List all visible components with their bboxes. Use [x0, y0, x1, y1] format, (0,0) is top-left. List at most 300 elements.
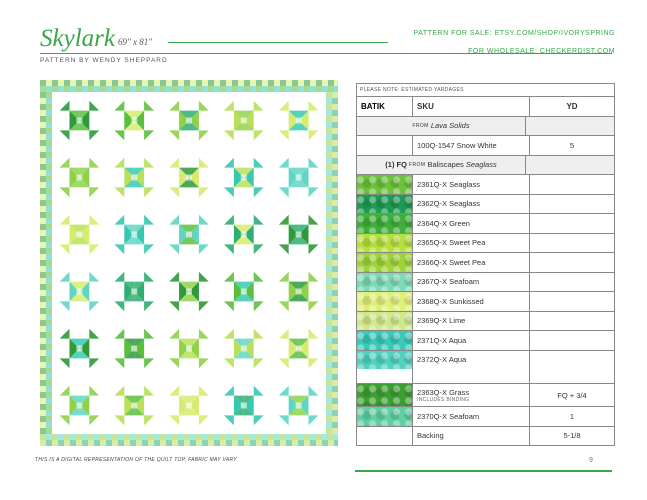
- border-square: [250, 86, 256, 92]
- border-square: [118, 86, 124, 92]
- star-center: [296, 289, 302, 295]
- border-square: [332, 320, 338, 326]
- footer-rule: [355, 470, 612, 472]
- border-square: [100, 440, 106, 446]
- border-square: [40, 128, 46, 134]
- border-square: [154, 434, 160, 440]
- border-square: [172, 86, 178, 92]
- border-square: [326, 188, 332, 194]
- border-square: [332, 326, 338, 332]
- border-square: [226, 440, 232, 446]
- star-center: [241, 175, 247, 181]
- border-square: [40, 176, 46, 182]
- sku-text: 2368Q-X Sunkissed: [417, 296, 484, 306]
- border-square: [332, 392, 338, 398]
- star-center: [131, 232, 137, 238]
- border-square: [88, 434, 94, 440]
- border-square: [332, 182, 338, 188]
- border-square: [326, 290, 332, 296]
- star-center: [241, 118, 247, 124]
- border-square: [40, 320, 46, 326]
- sku-cell: [413, 175, 530, 194]
- border-square: [326, 410, 332, 416]
- border-square: [46, 290, 52, 296]
- border-square: [112, 86, 118, 92]
- border-square: [46, 116, 52, 122]
- border-square: [142, 440, 148, 446]
- star-center: [76, 403, 82, 409]
- border-square: [326, 260, 332, 266]
- border-square: [322, 80, 328, 86]
- border-square: [298, 434, 304, 440]
- border-square: [322, 434, 328, 440]
- border-square: [184, 440, 190, 446]
- border-square: [70, 80, 76, 86]
- border-square: [46, 86, 52, 92]
- border-square: [202, 440, 208, 446]
- border-square: [332, 302, 338, 308]
- fabric-swatch: [357, 427, 413, 446]
- border-square: [82, 80, 88, 86]
- star-center: [186, 232, 192, 238]
- border-square: [40, 164, 46, 170]
- border-square: [172, 434, 178, 440]
- table-row: [357, 351, 614, 370]
- border-square: [220, 440, 226, 446]
- border-square: [40, 272, 46, 278]
- border-square: [332, 134, 338, 140]
- border-square: [40, 86, 46, 92]
- border-square: [172, 440, 178, 446]
- border-square: [202, 80, 208, 86]
- border-square: [94, 80, 100, 86]
- fabric-swatch: [357, 234, 413, 253]
- border-square: [226, 434, 232, 440]
- border-square: [46, 134, 52, 140]
- border-square: [238, 86, 244, 92]
- border-square: [148, 80, 154, 86]
- border-square: [326, 428, 332, 434]
- collection-subname: Seaglass: [465, 160, 497, 170]
- border-square: [46, 308, 52, 314]
- border-square: [334, 440, 338, 446]
- border-square: [136, 434, 142, 440]
- border-square: [46, 182, 52, 188]
- border-square: [130, 440, 136, 446]
- yd-cell: [530, 253, 614, 272]
- border-square: [332, 362, 338, 368]
- star-center: [241, 232, 247, 238]
- border-square: [46, 350, 52, 356]
- border-square: [256, 434, 262, 440]
- star-center: [296, 403, 302, 409]
- border-square: [46, 242, 52, 248]
- border-square: [190, 80, 196, 86]
- table-row: [357, 292, 614, 312]
- border-square: [190, 434, 196, 440]
- sku-cell: [413, 427, 530, 446]
- border-square: [326, 314, 332, 320]
- border-square: [142, 434, 148, 440]
- fabric-swatch: [357, 331, 413, 350]
- sku-cell: [413, 312, 530, 331]
- border-square: [40, 170, 46, 176]
- border-square: [196, 80, 202, 86]
- border-square: [52, 440, 58, 446]
- border-square: [46, 212, 52, 218]
- border-square: [332, 122, 338, 128]
- border-square: [46, 272, 52, 278]
- quilt-center: [52, 92, 326, 434]
- border-square: [46, 104, 52, 110]
- border-square: [326, 272, 332, 278]
- border-square: [40, 326, 46, 332]
- fabric-swatch: [357, 253, 413, 272]
- border-square: [332, 278, 338, 284]
- border-square: [332, 374, 338, 380]
- sku-text: 2361Q-X Seaglass: [417, 179, 480, 189]
- border-square: [326, 374, 332, 380]
- border-square: [244, 434, 250, 440]
- border-square: [40, 338, 46, 344]
- yd-header: YD: [566, 101, 578, 111]
- border-square: [332, 146, 338, 152]
- border-square: [332, 260, 338, 266]
- star-center: [241, 289, 247, 295]
- sku-cell: [413, 331, 530, 350]
- fabric-swatch: [357, 407, 413, 426]
- border-square: [326, 206, 332, 212]
- border-square: [40, 182, 46, 188]
- border-square: [58, 440, 64, 446]
- star-center: [76, 175, 82, 181]
- border-square: [46, 440, 52, 446]
- page-number: 9: [589, 457, 593, 464]
- border-square: [292, 440, 298, 446]
- border-square: [280, 440, 286, 446]
- border-square: [154, 86, 160, 92]
- yd-cell: [530, 331, 614, 350]
- border-square: [326, 134, 332, 140]
- collection-name: Lava Solids: [430, 121, 470, 131]
- border-square: [268, 434, 274, 440]
- border-square: [332, 296, 338, 302]
- border-square: [40, 200, 46, 206]
- sku-cell: [413, 407, 530, 426]
- border-square: [46, 248, 52, 254]
- border-square: [332, 188, 338, 194]
- table-row: [357, 427, 614, 446]
- yd-cell: FQ + 3/4: [557, 390, 587, 400]
- sku-text: 2364Q-X Green: [417, 218, 470, 228]
- border-square: [332, 404, 338, 410]
- fabric-swatch: [357, 384, 413, 406]
- border-square: [332, 212, 338, 218]
- border-square: [46, 170, 52, 176]
- border-square: [190, 86, 196, 92]
- border-square: [46, 416, 52, 422]
- border-square: [332, 416, 338, 422]
- border-square: [148, 434, 154, 440]
- border-square: [332, 104, 338, 110]
- border-square: [326, 386, 332, 392]
- border-square: [332, 128, 338, 134]
- border-square: [334, 434, 338, 440]
- border-square: [46, 362, 52, 368]
- border-square: [326, 122, 332, 128]
- border-square: [46, 332, 52, 338]
- border-square: [256, 80, 262, 86]
- border-square: [326, 92, 332, 98]
- border-square: [40, 260, 46, 266]
- border-square: [292, 434, 298, 440]
- border-square: [106, 80, 112, 86]
- border-square: [40, 104, 46, 110]
- border-square: [310, 434, 316, 440]
- border-square: [326, 266, 332, 272]
- border-square: [304, 86, 310, 92]
- border-square: [40, 296, 46, 302]
- border-square: [208, 86, 214, 92]
- table-row: [357, 407, 614, 427]
- border-square: [326, 158, 332, 164]
- fabric-swatch: [357, 214, 413, 233]
- table-row: [357, 331, 614, 351]
- wholesale-link[interactable]: FOR WHOLESALE: CHECKERDIST.COM: [468, 48, 615, 55]
- border-square: [232, 440, 238, 446]
- border-square: [332, 284, 338, 290]
- star-center: [131, 118, 137, 124]
- border-square: [326, 308, 332, 314]
- yd-cell: [530, 351, 614, 370]
- fabric-swatch: [357, 175, 413, 194]
- border-square: [46, 140, 52, 146]
- sku-text: 2371Q-X Aqua: [417, 335, 467, 345]
- fabric-swatch: [357, 292, 413, 311]
- border-square: [46, 284, 52, 290]
- border-square: [332, 308, 338, 314]
- border-square: [46, 422, 52, 428]
- border-square: [136, 86, 142, 92]
- border-square: [46, 386, 52, 392]
- border-square: [280, 80, 286, 86]
- border-square: [40, 284, 46, 290]
- border-square: [238, 434, 244, 440]
- border-square: [40, 314, 46, 320]
- star-center: [76, 289, 82, 295]
- border-square: [46, 194, 52, 200]
- border-square: [326, 278, 332, 284]
- border-square: [40, 146, 46, 152]
- border-square: [46, 254, 52, 260]
- border-square: [268, 440, 274, 446]
- border-square: [106, 434, 112, 440]
- border-square: [208, 80, 214, 86]
- border-square: [332, 176, 338, 182]
- border-square: [46, 206, 52, 212]
- yd-cell: 5: [569, 140, 575, 150]
- border-square: [332, 380, 338, 386]
- batik-header: BATIK: [357, 97, 413, 116]
- border-square: [316, 440, 322, 446]
- border-square: [40, 404, 46, 410]
- border-square: [220, 86, 226, 92]
- border-square: [332, 218, 338, 224]
- border-square: [40, 302, 46, 308]
- border-square: [166, 80, 172, 86]
- border-square: [274, 86, 280, 92]
- border-square: [130, 434, 136, 440]
- border-square: [292, 80, 298, 86]
- border-square: [326, 380, 332, 386]
- border-square: [332, 92, 338, 98]
- fabric-swatch: [357, 273, 413, 292]
- border-square: [332, 266, 338, 272]
- border-square: [88, 440, 94, 446]
- border-square: [58, 434, 64, 440]
- border-square: [46, 338, 52, 344]
- border-square: [46, 128, 52, 134]
- border-square: [40, 230, 46, 236]
- border-square: [326, 254, 332, 260]
- border-square: [220, 434, 226, 440]
- border-square: [326, 218, 332, 224]
- border-square: [326, 302, 332, 308]
- border-square: [196, 434, 202, 440]
- border-square: [46, 146, 52, 152]
- yd-cell: [530, 214, 614, 233]
- fq-count: (1) FQ: [385, 160, 407, 170]
- sku-text: Backing: [417, 431, 444, 441]
- sku-cell: 100Q-1547 Snow White: [413, 136, 530, 155]
- border-square: [40, 380, 46, 386]
- border-square: [46, 122, 52, 128]
- quilt-image: [40, 80, 338, 446]
- border-square: [332, 386, 338, 392]
- border-square: [46, 158, 52, 164]
- border-square: [332, 152, 338, 158]
- border-square: [40, 212, 46, 218]
- border-square: [286, 80, 292, 86]
- border-square: [262, 434, 268, 440]
- border-square: [332, 368, 338, 374]
- border-square: [326, 200, 332, 206]
- border-square: [256, 86, 262, 92]
- border-square: [88, 86, 94, 92]
- border-square: [112, 440, 118, 446]
- border-square: [106, 86, 112, 92]
- border-square: [214, 80, 220, 86]
- sku-cell: [413, 292, 530, 311]
- table-header-row: [357, 97, 614, 117]
- border-square: [326, 98, 332, 104]
- border-square: [142, 80, 148, 86]
- border-square: [332, 272, 338, 278]
- sku-cell: [413, 384, 530, 406]
- star-center: [241, 346, 247, 352]
- border-square: [100, 86, 106, 92]
- border-square: [326, 116, 332, 122]
- border-square: [326, 152, 332, 158]
- border-square: [232, 86, 238, 92]
- border-square: [148, 86, 154, 92]
- border-square: [46, 230, 52, 236]
- border-square: [46, 266, 52, 272]
- border-square: [40, 224, 46, 230]
- border-square: [326, 182, 332, 188]
- border-square: [274, 434, 280, 440]
- table-row: [357, 384, 614, 407]
- border-square: [124, 440, 130, 446]
- border-square: [46, 110, 52, 116]
- border-square: [322, 440, 328, 446]
- yd-cell: 5-1/8: [563, 431, 581, 441]
- star-center: [186, 346, 192, 352]
- border-square: [214, 86, 220, 92]
- border-square: [40, 398, 46, 404]
- border-square: [326, 344, 332, 350]
- border-square: [40, 242, 46, 248]
- border-square: [316, 86, 322, 92]
- border-square: [256, 440, 262, 446]
- border-square: [310, 80, 316, 86]
- border-square: [326, 296, 332, 302]
- border-square: [40, 188, 46, 194]
- fabric-swatch: [357, 195, 413, 214]
- border-square: [40, 158, 46, 164]
- border-square: [326, 128, 332, 134]
- border-square: [244, 80, 250, 86]
- border-square: [268, 80, 274, 86]
- border-square: [40, 344, 46, 350]
- border-square: [40, 248, 46, 254]
- border-square: [310, 440, 316, 446]
- border-square: [52, 80, 58, 86]
- sku-text: 2363Q-X Grass: [417, 387, 470, 397]
- border-square: [334, 80, 338, 86]
- border-square: [304, 80, 310, 86]
- border-square: [118, 440, 124, 446]
- border-square: [332, 290, 338, 296]
- border-square: [332, 242, 338, 248]
- sale-link[interactable]: PATTERN FOR SALE: ETSY.COM/SHOP/IVORYSPRING: [413, 30, 615, 37]
- border-square: [40, 110, 46, 116]
- border-square: [334, 86, 338, 92]
- border-square: [136, 440, 142, 446]
- border-square: [46, 302, 52, 308]
- border-square: [332, 428, 338, 434]
- border-square: [332, 236, 338, 242]
- bottom-rows: [357, 384, 614, 445]
- border-square: [46, 296, 52, 302]
- border-square: [326, 146, 332, 152]
- star-center: [296, 118, 302, 124]
- border-square: [326, 422, 332, 428]
- star-center: [131, 289, 137, 295]
- border-square: [316, 434, 322, 440]
- border-square: [46, 428, 52, 434]
- border-square: [46, 356, 52, 362]
- table-row: [357, 273, 614, 293]
- border-square: [130, 86, 136, 92]
- border-square: [46, 188, 52, 194]
- border-square: [326, 368, 332, 374]
- border-square: [94, 86, 100, 92]
- border-square: [46, 278, 52, 284]
- yd-cell: [530, 292, 614, 311]
- border-square: [332, 116, 338, 122]
- pattern-dimensions: 69" x 81": [118, 37, 153, 47]
